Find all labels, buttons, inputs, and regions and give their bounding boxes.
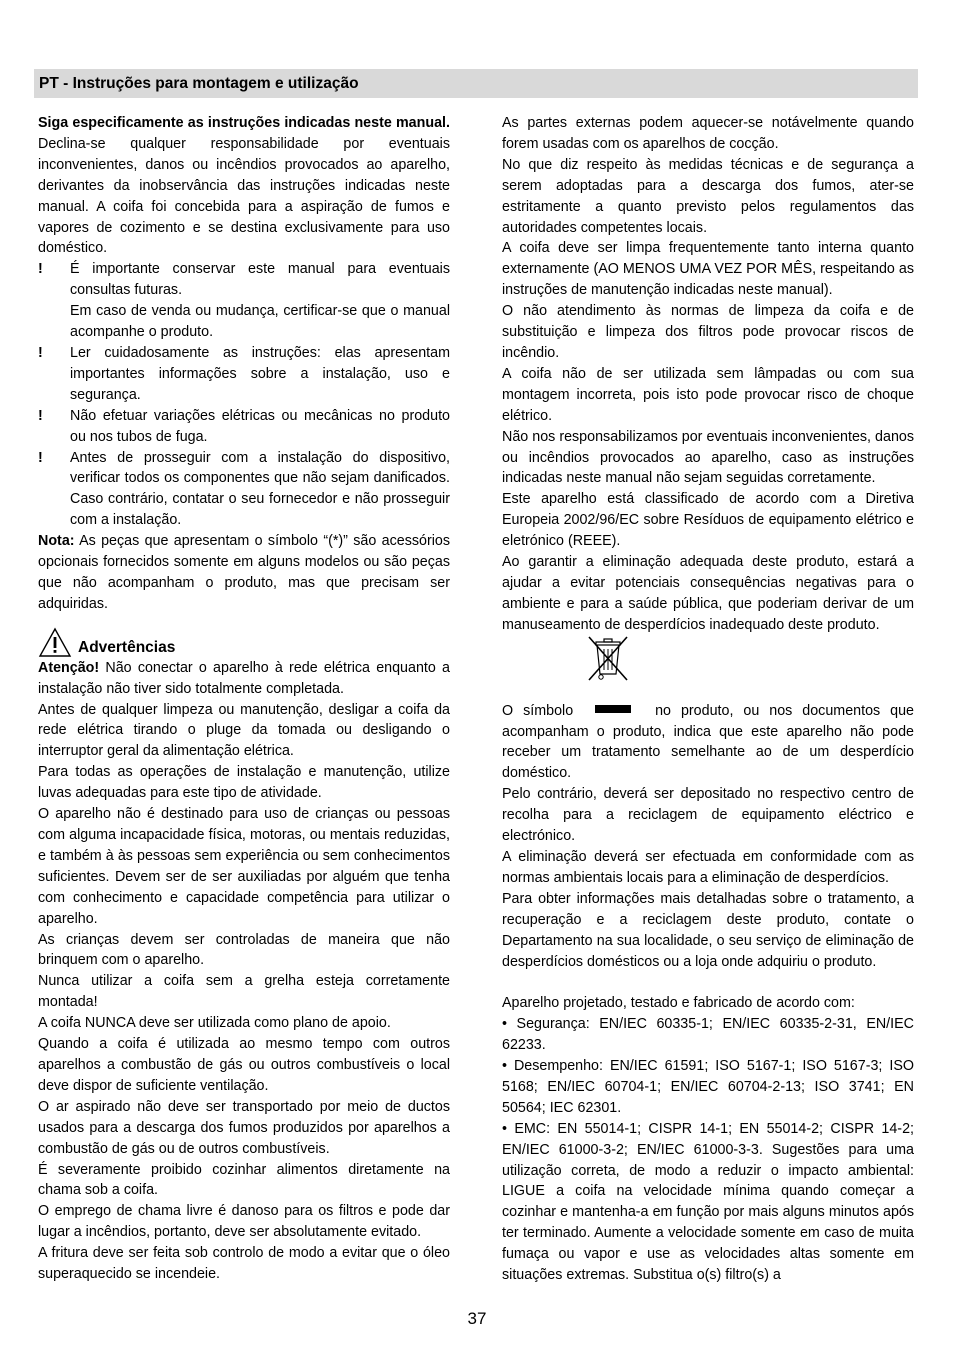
spacer	[502, 972, 914, 993]
weee-symbol-row	[502, 636, 914, 701]
standards-item: • EMC: EN 55014-1; CISPR 14-1; EN 55014-2; CISPR 14-2; EN/IEC 61000-3-2; EN/IEC 61000-3-3. Sugestões para uma utilização correta, de modo a reduzir o impacto ambiental: LIGUE a coifa na velocidade mínima quando começar a cozinhar e mantenha-a em função por mais alguns minutos após ter terminado. Aumente a velocidade somente em caso de muita fumaça ou vapor e use as velocidades altas somente em situações extremas. Substitua o(s) filtro(s) a	[502, 1120, 914, 1284]
crossed-bin-icon	[586, 636, 630, 709]
section-header	[34, 69, 918, 98]
paragraph: Pelo contrário, deverá ser depositado no respectivo centro de recolha para a reciclagem de equipamento eléctrico e electrónico.	[502, 786, 914, 845]
paragraph: Ao garantir a eliminação adequada deste produto, estará a ajudar a evitar potenciais consequências negativas para o ambiente e para a saúde pública, que poderiam derivar de um manuseamento de desperdícios inadequado deste produto.	[502, 554, 914, 633]
standards-item: • Desempenho: EN/IEC 61591; ISO 5167-1; ISO 5167-3; ISO 5168; EN/IEC 60704-1; EN/IEC 60704-2-13; ISO 3741; EN 50564; IEC 62301.	[502, 1058, 914, 1116]
intro-text: Declina-se qualquer responsabilidade por eventuais inconvenientes, danos ou incêndios provocados ao aparelho, derivantes da inobservância das instruções indicadas neste manual. A coifa foi concebida para a aspiração de fumos e vapores de cozimento e se destina exclusivamente para uso doméstico.	[38, 135, 450, 257]
warnings-heading	[38, 625, 450, 658]
exclamation-mark: !	[38, 344, 43, 361]
paragraph: O emprego de chama livre é danoso para os filtros e pode dar lugar a incêndios, portanto, deve ser absolutamente evitado.	[38, 1203, 450, 1241]
nota-text: As peças que apresentam o símbolo “(*)” são acessórios opcionais fornecidos somente em alguns modelos ou são peças que não acompanham o produto, mas que precisam ser adquiridas.	[38, 533, 450, 612]
warning-bullet	[38, 259, 450, 343]
page-number: 37	[467, 1309, 487, 1328]
nota-label: Nota:	[38, 533, 75, 550]
bullet-text: Não efetuar variações elétricas ou mecânicas no produto ou nos tubos de fuga.	[70, 407, 450, 445]
paragraph: Antes de qualquer limpeza ou manutenção, desligar a coifa da rede elétrica tirando o pluge da tomada ou desligando o interruptor geral da alimentação elétrica.	[38, 701, 450, 760]
warning-bullet	[38, 343, 450, 406]
exclamation-mark: !	[38, 407, 43, 424]
paragraph: A coifa não de ser utilizada sem lâmpadas ou com sua montagem incorreta, pois isto pode provocar risco de choque elétrico.	[502, 365, 914, 424]
intro-bold: Siga especificamente as instruções indicadas neste manual.	[38, 115, 450, 131]
paragraph: É severamente proibido cozinhar alimentos diretamente na chama sob a coifa.	[38, 1161, 450, 1199]
paragraph: A eliminação deverá ser efectuada em conformidade com as normas ambientais locais para a eliminação de desperdícios.	[502, 849, 914, 886]
bullet-text: Antes de prosseguir com a instalação do dispositivo, verificar todos os componentes que não sejam danificados. Caso contrário, contatar o seu fornecedor e não prosseguir com a instalação.	[70, 449, 450, 529]
paragraph: Para obter informações mais detalhadas sobre o tratamento, a recuperação e a reciclagem deste produto, contate o Departamento na sua localidade, o seu serviço de eliminação de desperdícios domésticos ou a loja onde adquiriu o produto.	[502, 890, 914, 970]
standards-intro: Aparelho projetado, testado e fabricado de acordo com:	[502, 995, 855, 1012]
atencao-text: Não conectar o aparelho à rede elétrica enquanto a instalação não tiver sido totalmente completada.	[38, 659, 450, 697]
symbol-paragraph	[502, 701, 914, 785]
bullet-text: Em caso de venda ou mudança, certificar-se que o manual acompanhe o produto.	[70, 303, 450, 341]
intro-paragraph	[38, 113, 450, 259]
standards-item: • Segurança: EN/IEC 60335-1; EN/IEC 60335-2-31, EN/IEC 62233.	[502, 1016, 914, 1054]
symbol-prefix: O símbolo	[502, 702, 574, 719]
symbol-text: no produto, ou nos documentos que acompanham o produto, indica que este aparelho não pode receber um tratamento semelhante ao de um desperdício doméstico.	[502, 702, 914, 782]
section-title: PT - Instruções para montagem e utilização	[39, 75, 359, 92]
left-column	[38, 113, 450, 1285]
paragraph: A fritura deve ser feita sob controlo de modo a evitar que o óleo superaquecido se incendeie.	[38, 1245, 450, 1283]
bullet-text: Ler cuidadosamente as instruções: elas apresentam importantes informações sobre a instalação, uso e segurança.	[70, 344, 450, 403]
warning-bullet	[38, 406, 450, 448]
warning-bullet	[38, 448, 450, 532]
exclamation-mark: !	[38, 449, 43, 466]
paragraph: O ar aspirado não deve ser transportado por meio de ductos usados para a descarga dos fumos produzidos por aparelhos a combustão de gás ou de outros combustíveis.	[38, 1098, 450, 1157]
paragraph: Não nos responsabilizamos por eventuais inconvenientes, danos ou incêndios provocados ao aparelho, caso as instruções indicadas neste manual não sejam seguidas corretamente.	[502, 428, 914, 487]
paragraph: No que diz respeito às medidas técnicas e de segurança a serem adoptadas para a descarga dos fumos, ater-se estritamente a quanto previsto pelos regulamentos das autoridades competentes locais.	[502, 156, 914, 236]
paragraph: Este aparelho está classificado de acordo com a Diretiva Europeia 2002/96/EC sobre Resíduos de equipamento elétrico e eletrónico (REEE).	[502, 491, 914, 550]
paragraph: A coifa deve ser limpa frequentemente tanto interna quanto externamente (AO MENOS UMA VEZ POR MÊS, respeitando as instruções de manutenção indicadas neste manual).	[502, 240, 914, 299]
right-column	[502, 113, 914, 1286]
paragraph: Nunca utilizar a coifa sem a grelha esteja corretamente montada!	[38, 973, 450, 1011]
atencao-paragraph	[38, 658, 450, 700]
bullet-text: É importante conservar este manual para eventuais consultas futuras.	[70, 261, 450, 299]
atencao-label: Atenção!	[38, 659, 100, 676]
paragraph: Para todas as operações de instalação e manutenção, utilize luvas adequadas para este tipo de atividade.	[38, 764, 450, 802]
paragraph: O aparelho não é destinado para uso de crianças ou pessoas com alguma incapacidade física, motoras, ou mentais reduzidas, e também à às pessoas sem experiência ou sem conhecimentos suficientes. Devem ser de ser auxiliadas por alguém que tenha com conhecimento e capacidade competência para utilizar o aparelho.	[38, 806, 450, 927]
warning-triangle-icon	[38, 627, 72, 658]
warnings-title: Advertências	[78, 638, 176, 656]
nota-paragraph	[38, 531, 450, 615]
paragraph: As crianças devem ser controladas de maneira que não brinquem com o aparelho.	[38, 931, 450, 969]
exclamation-mark: !	[38, 261, 43, 278]
paragraph: A coifa NUNCA deve ser utilizada como plano de apoio.	[38, 1015, 391, 1032]
paragraph: Quando a coifa é utilizada ao mesmo tempo com outros aparelhos a combustão de gás ou outros combustíveis o local deve dispor de suficiente ventilação.	[38, 1036, 450, 1094]
paragraph: As partes externas podem aquecer-se notávelmente quando forem usadas com os aparelhos de cocção.	[502, 115, 914, 152]
paragraph: O não atendimento às normas de limpeza da coifa e de substituição e limpeza dos filtros pode provocar riscos de incêndio.	[502, 303, 914, 361]
